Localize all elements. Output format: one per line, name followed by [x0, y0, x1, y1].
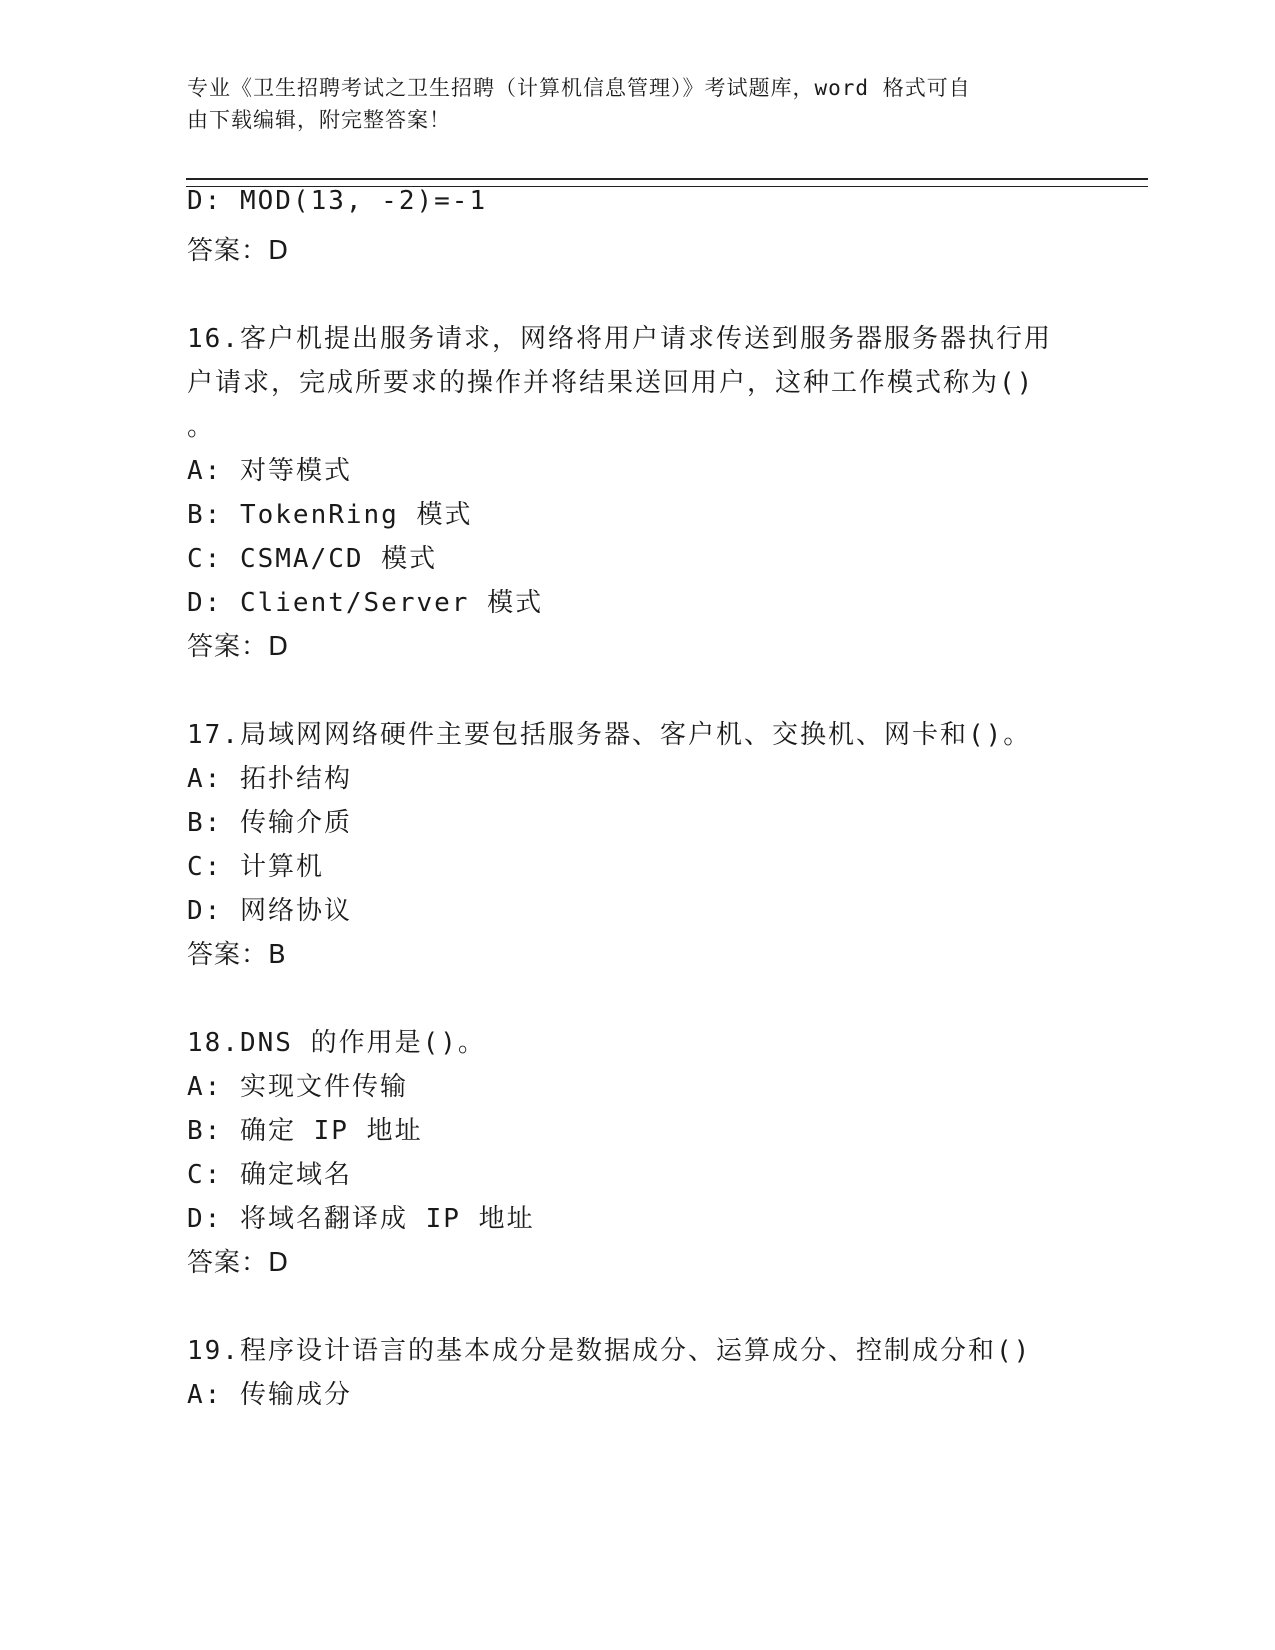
option-d: D: MOD(13, -2)=-1	[187, 186, 488, 216]
option-d: D: 网络协议	[187, 896, 352, 926]
option-b: B: TokenRing 模式	[187, 500, 473, 530]
option-a: A: 传输成分	[187, 1380, 352, 1410]
header-line-1: 专业《卫生招聘考试之卫生招聘（计算机信息管理）》考试题库，word 格式可自	[187, 76, 971, 100]
option-d: D: 将域名翻译成 IP 地址	[187, 1204, 535, 1234]
answer: 答案：B	[187, 940, 287, 970]
option-c: C: CSMA/CD 模式	[187, 544, 438, 574]
option-b: B: 传输介质	[187, 808, 352, 838]
question-stem: 19.程序设计语言的基本成分是数据成分、运算成分、控制成分和()	[187, 1336, 1032, 1366]
option-c: C: 计算机	[187, 852, 324, 882]
question-stem: 18.DNS 的作用是()。	[187, 1028, 486, 1058]
option-a: A: 实现文件传输	[187, 1072, 408, 1102]
question-stem: 户请求，完成所要求的操作并将结果送回用户，这种工作模式称为()	[187, 368, 1035, 398]
answer: 答案：D	[187, 236, 290, 266]
question-stem: 。	[187, 412, 216, 442]
header-line-2: 由下载编辑，附完整答案！	[187, 108, 451, 132]
question-stem: 16.客户机提出服务请求，网络将用户请求传送到服务器服务器执行用	[187, 324, 1052, 354]
option-d: D: Client/Server 模式	[187, 588, 544, 618]
answer: 答案：D	[187, 1248, 290, 1278]
option-c: C: 确定域名	[187, 1160, 352, 1190]
document-header	[187, 72, 1067, 136]
option-a: A: 对等模式	[187, 456, 352, 486]
option-a: A: 拓扑结构	[187, 764, 352, 794]
answer: 答案：D	[187, 632, 290, 662]
question-stem: 17.局域网网络硬件主要包括服务器、客户机、交换机、网卡和()。	[187, 720, 1032, 750]
option-b: B: 确定 IP 地址	[187, 1116, 423, 1146]
